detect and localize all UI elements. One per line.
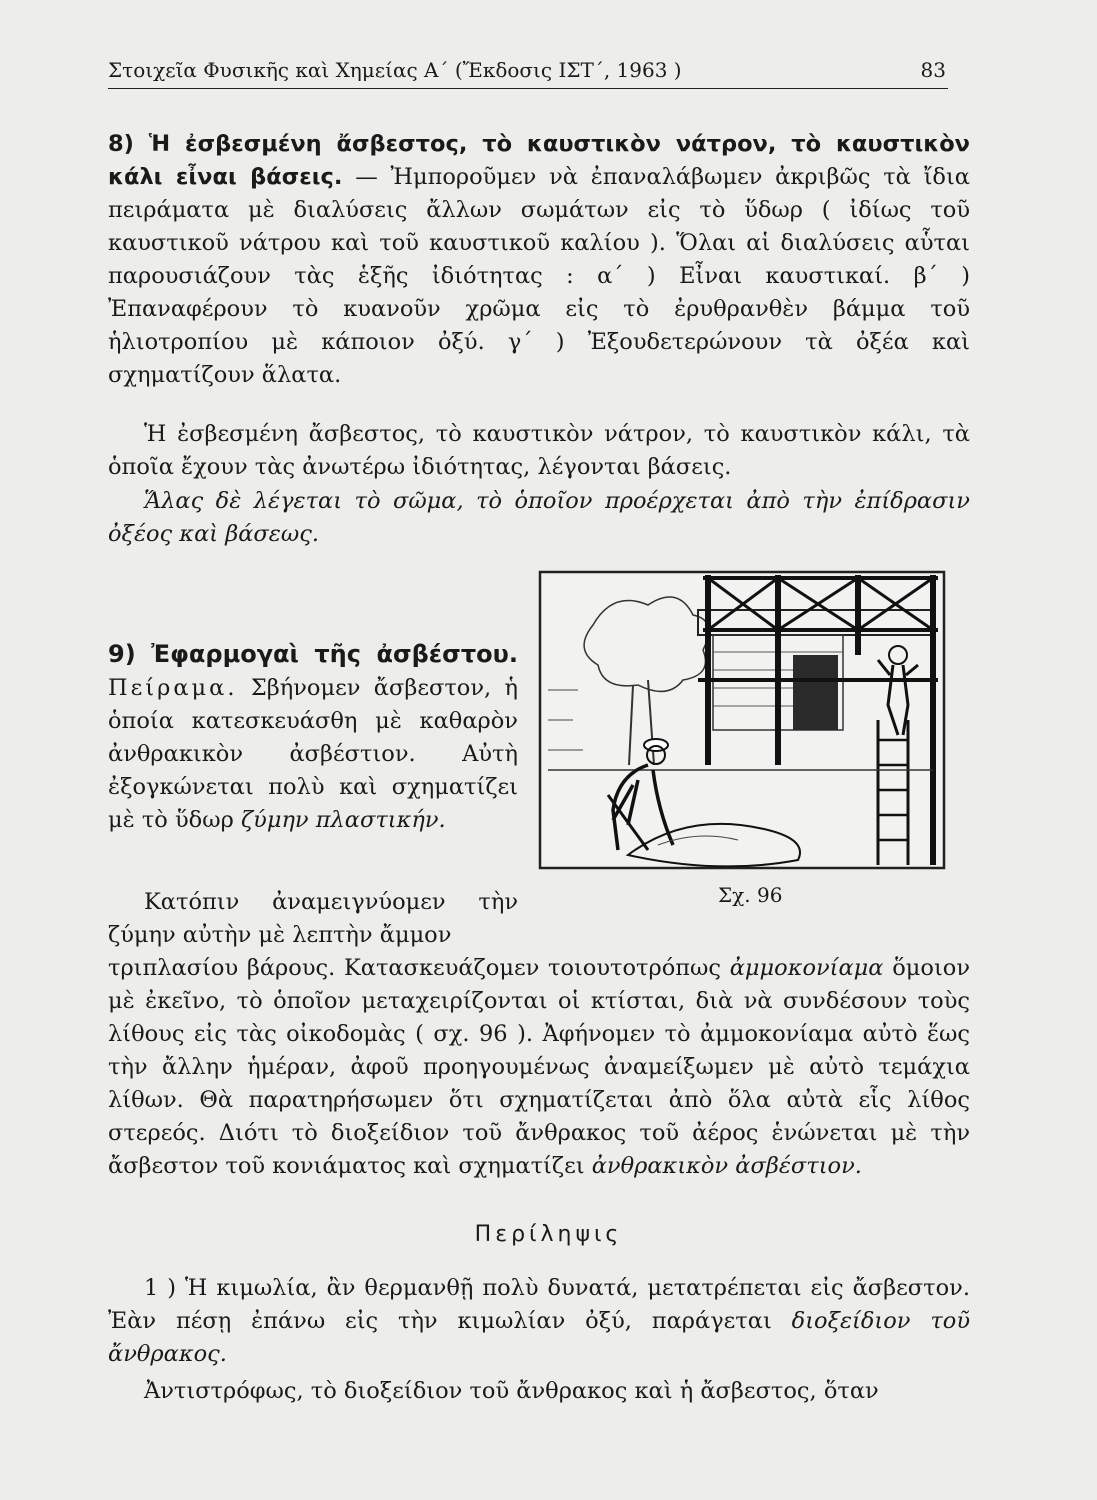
section-8-body: — Ἠμποροῦμεν νὰ ἐπαναλάβωμεν ἀκριβῶς τὰ ἴδια πειράματα μὲ διαλύσεις ἄλλων σωμάτων εἰς τὸ ὕδωρ ( ἰδίως τοῦ καυστικοῦ νάτρου καὶ τοῦ καυστικοῦ καλίου ). Ὅλαι αἱ διαλύσεις αὗται παρουσιάζουν τὰς ἑξῆς ἰδιότητας : α΄ ) Εἶναι καυστικαί. β΄ ) Ἐπαναφέρουν τὸ κυανοῦν χρῶμα εἰς τὸ ἐρυθρανθὲν βάμμα τοῦ ἡλιοτροπίου μὲ κάποιον ὀξύ. γ΄ ) Ἐξουδετερώνουν τὰ ὀξέα καὶ σχηματίζουν ἅλατα. [108,164,970,388]
mortar-explanation: ὅμοιον μὲ ἐκεῖνο, τὸ ὁποῖον μεταχειρίζονται οἱ κτίσται, διὰ νὰ συνδέσουν τοὺς λίθους εἰς τὰς οἰκοδομὰς ( σχ. 96 ). Ἀφήνομεν τὸ ἀμμοκονίαμα αὐτὸ ἕως τὴν ἄλλην ἡμέραν, ἀφοῦ προηγουμένως ἀναμείξωμεν μὲ αὐτὸ τεμάχια λίθων. Θὰ παρατηρήσωμεν ὅτι σχηματίζεται ἀπὸ ὅλα αὐτὰ εἷς λίθος στερεός. Διότι τὸ διοξείδιον τοῦ ἄνθρακος τοῦ ἀέρος ἑνώνεται μὲ τὴν ἄσβεστον τοῦ κονιάματος καὶ σχηματίζει [108,955,970,1179]
salt-definition [108,485,970,551]
page-number: 83 [920,58,946,82]
mix-sentence-start: Κατόπιν ἀναμειγνύομεν τὴν ζύμην αὐτὴν μὲ λεπτὴν ἄμμον [108,889,518,948]
summary-item-1 [108,1272,970,1371]
section-9-body-a: Σβήνομεν ἄσβεστον, ἡ ὁποία κατεσκευάσθη μὲ καθαρὸν ἀνθρακικὸν ἀσβέστιον. Αὐτὴ ἐξογκώνεται πολὺ καὶ σχηματίζει μὲ τὸ ὕδωρ [108,675,519,833]
experiment-label: Πείραμα. [108,675,238,701]
section-9-continuation [108,952,970,1183]
salt-definition-text: Ἅλας δὲ λέγεται τὸ σῶμα, τὸ ὁποῖον προέρχεται ἀπὸ τὴν ἐπίδρασιν ὀξέος καὶ βάσεως. [108,488,970,547]
term-calcium-carbonate: ἀνθρακικὸν ἀσβέστιον. [591,1153,862,1179]
running-title: Στοιχεῖα Φυσικῆς καὶ Χημείας Α΄ (Ἔκδοσις ΙΣΤ΄, 1963 ) [108,58,682,82]
running-header [108,58,948,89]
figure-96-construction-scene [538,570,946,870]
figure-96-caption: Σχ. 96 [718,883,783,907]
section-8 [108,128,970,392]
section-8-heading: 8) Ἡ ἐσβεσμένη ἄσβεστος, τὸ καυστικὸν νάτρον, τὸ καυστικὸν κάλι εἶναι βάσεις. [108,131,970,190]
term-mortar: ἀμμοκονίαμα [729,955,884,981]
summary-item-1-continuation [108,1375,970,1408]
summary-item-1-text: 1 ) Ἡ κιμωλία, ἂν θερμανθῇ πολὺ δυνατά, μετατρέπεται εἰς ἄσβεστον. Ἐὰν πέσῃ ἐπάνω εἰς τὴν κιμωλίαν ὀξύ, παράγεται [108,1275,970,1334]
section-9-mix-start [108,886,518,952]
mix-sentence-continuation: τριπλασίου βάρους. Κατασκευάζομεν τοιουτοτρόπως [108,955,721,981]
section-8-bases-paragraph [108,418,970,484]
summary-item-1-continuation-text: Ἀντιστρόφως, τὸ διοξείδιον τοῦ ἄνθρακος καὶ ἡ ἄσβεστος, ὅταν [144,1378,879,1404]
term-carbon-dioxide: διοξείδιον τοῦ ἄνθρακος. [108,1308,970,1367]
summary-title: Περίληψις [474,1222,623,1247]
term-plastic-paste: ζύμην πλαστικήν. [240,807,446,833]
bases-definition: Ἡ ἐσβεσμένη ἄσβεστος, τὸ καυστικὸν νάτρον, τὸ καυστικὸν κάλι, τὰ ὁποῖα ἔχουν τὰς ἀνωτέρω ἰδιότητας, λέγονται βάσεις. [108,421,970,480]
section-9 [108,638,518,837]
section-9-heading: 9) Ἐφαρμογαὶ τῆς ἀσβέστου. [108,640,518,668]
